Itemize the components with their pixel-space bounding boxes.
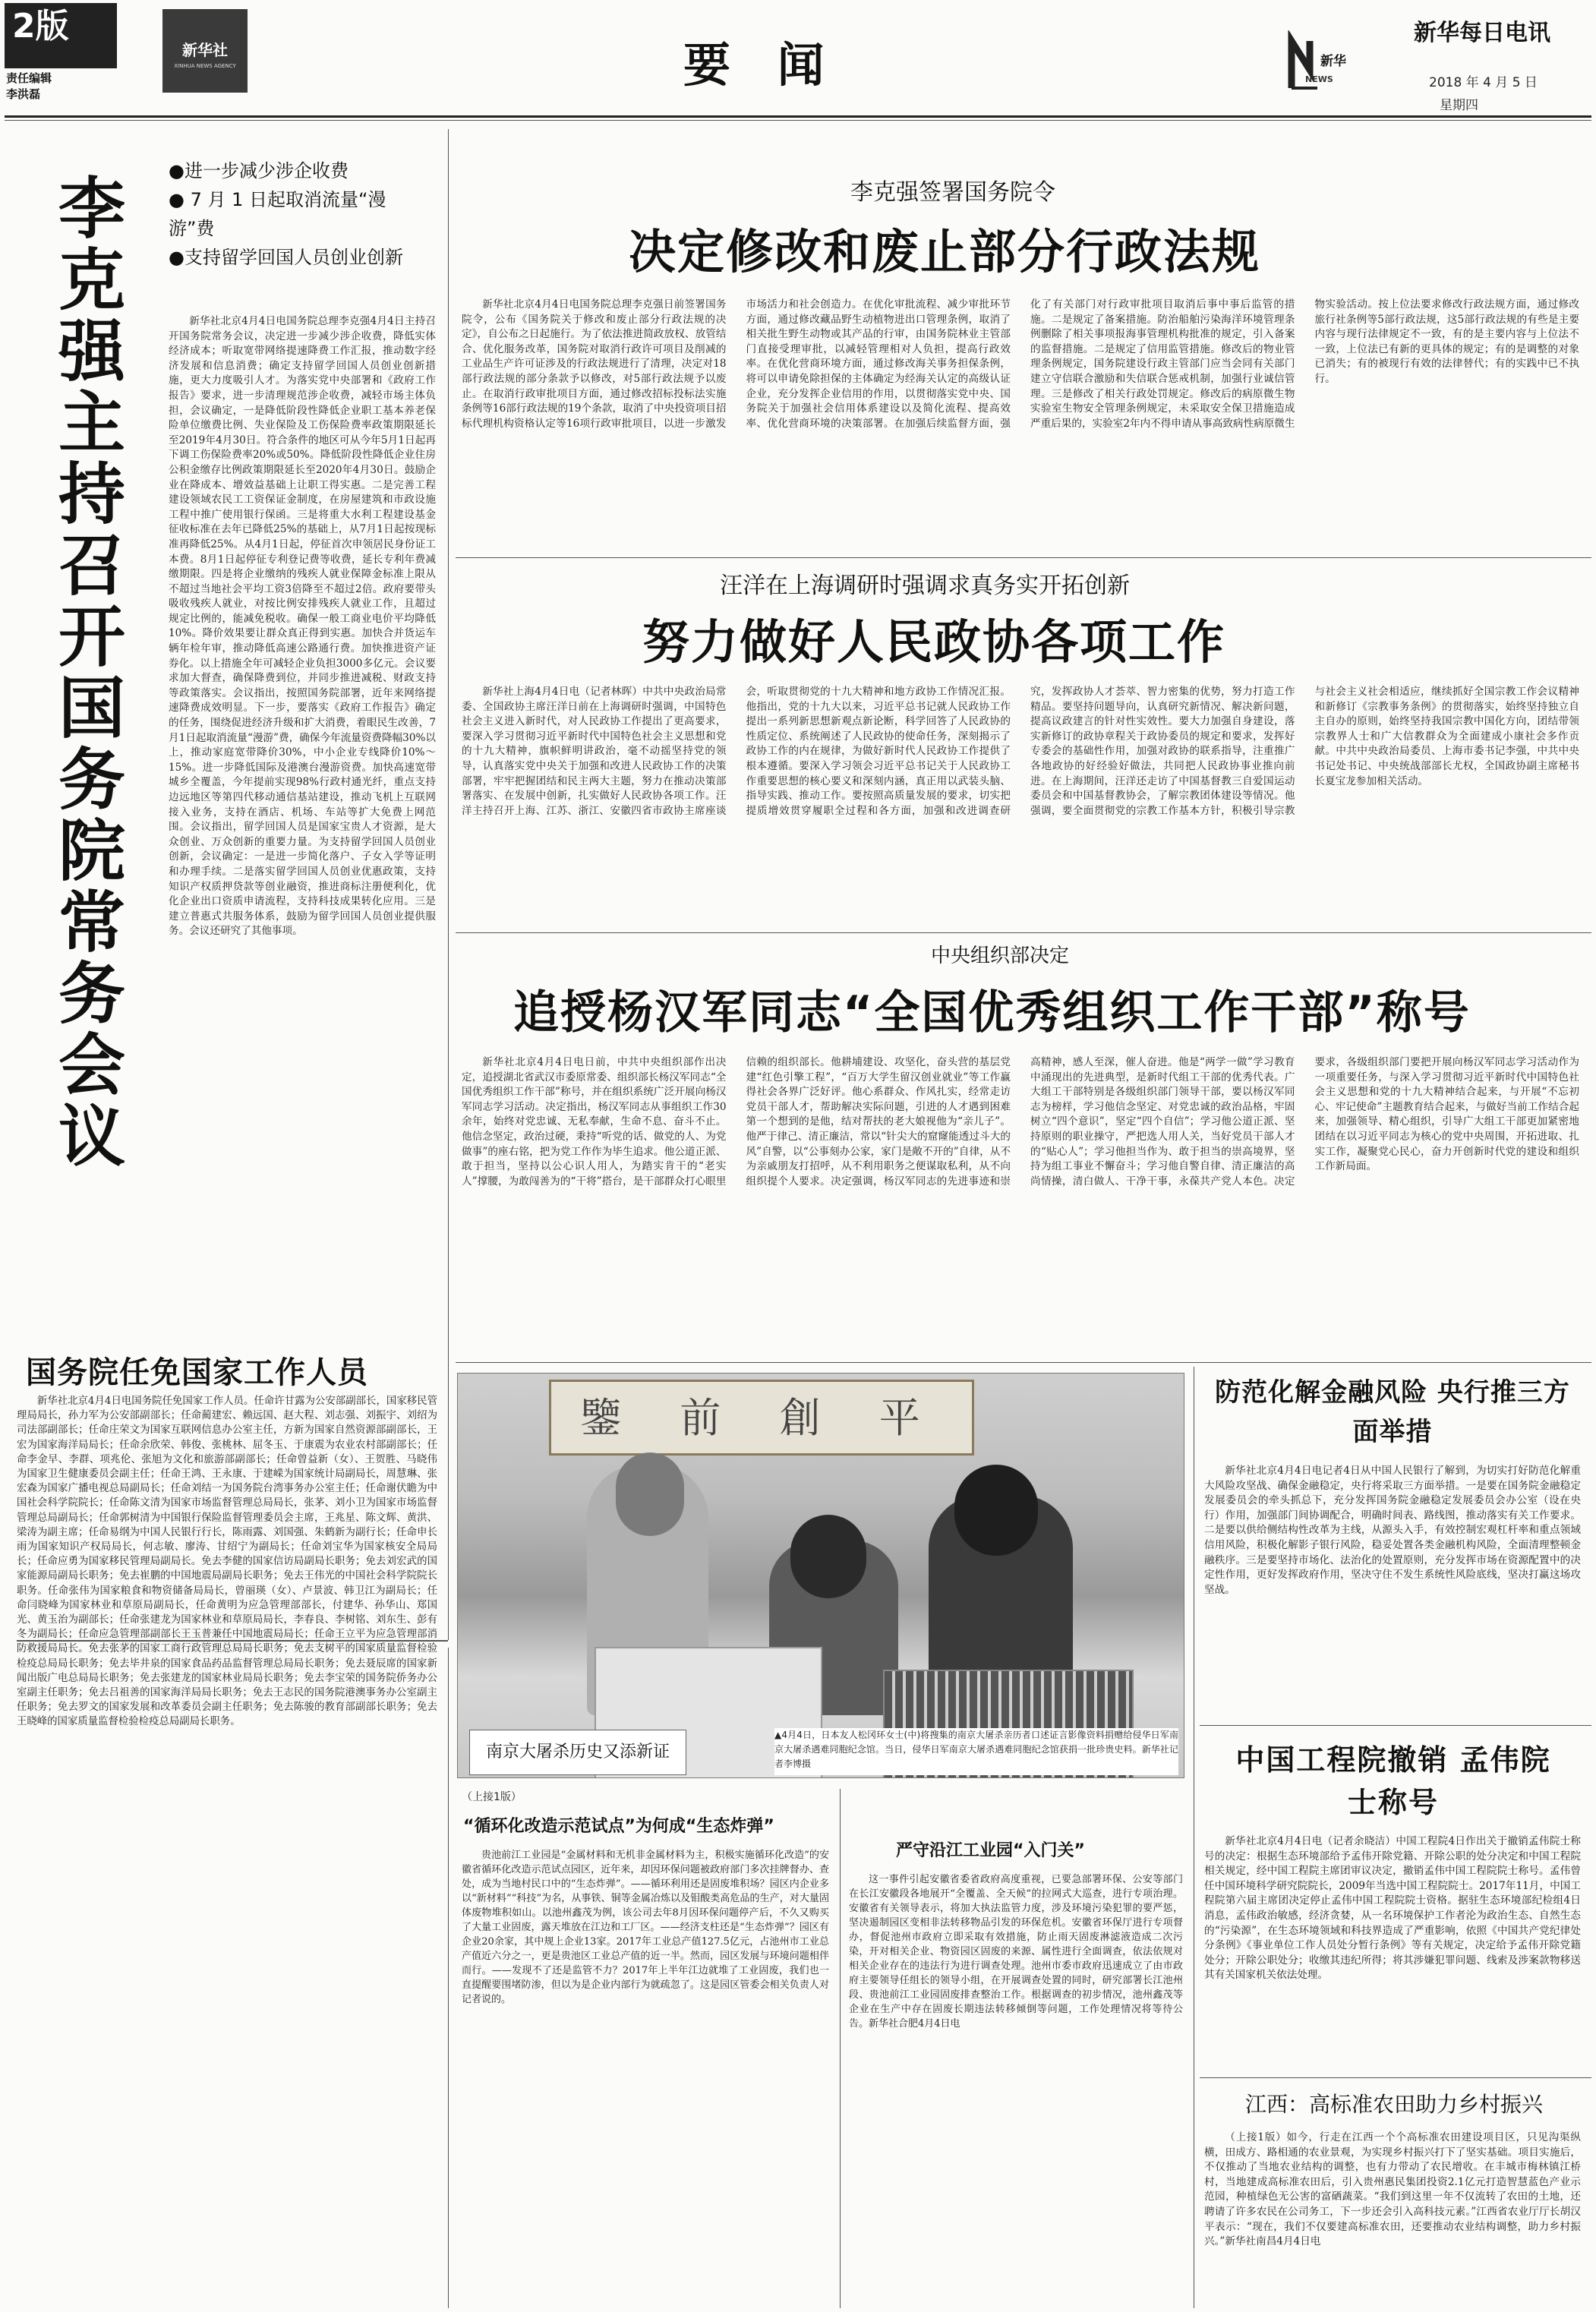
paper-name: 新华每日电讯 <box>1414 20 1550 46</box>
appoint-right-rule <box>448 1648 449 2308</box>
wang-body <box>462 685 1579 926</box>
masthead-rule-thin <box>5 120 1591 121</box>
jiangxi-body <box>1204 2131 1581 2302</box>
xinhua-logo-en: XINHUA NEWS AGENCY <box>174 63 236 69</box>
wang-bottom-rule <box>456 932 1591 933</box>
appoint-body-text: 新华社北京4月4日电国务院任免国家工作人员。任命许甘露为公安部副部长，国家移民管理局局长，孙力军为公安部副部长；任命蔺建宏、赖远国、赵大程、刘志强、刘振宇、刘绍为司法部副部长；任命庄荣文为国家互联网信息办公室主任，方新为国家自然资源部副部长，王宏为国家海洋局局长；任命余欣荣、韩俊、张桃林、屈冬玉、于康震为农业农村部副部长；任命李金早、李群、项兆伦、张旭为文化和旅游部副部长；任命曾益新（女）、王贺胜、马晓伟为国家卫生健康委员会副主任；任命王鸿、王永康、于建嵘为国家统计局副局长，周慧琳、张宏森为国家广播电视总局副局长；任命刘结一为国务院台湾事务办公室主任；任命谢伏瞻为中国社会科学院院长；任命陈文清为国家市场监督管理总局局长，张茅、刘小卫为国家市场监督管理总局副局长；任命郭树清为中国银行保险监督管理委员会主席，王兆星、陈文辉、黄洪、梁涛为副主席；任命易纲为中国人民银行行长，陈雨露、刘国强、朱鹤新为副行长；任命申长雨为国家知识产权局局长，何志敏、廖涛、甘绍宁为副局长；任命刘宝华为国家核安全局局长；任命应勇为国家移民管理局副局长。免去李健的国家信访局副局长职务；免去刘宏武的国家能源局副局长职务；免去崔鹏的中国地震局副局长职务；免去王伟光的中国社会科学院院长职务。任命张伟为国家粮食和物资储备局局长，曾丽瑛（女）、卢景波、韩卫江为副局长；任命闫晓峰为国家林业和草原局副局长，任命黄明为应急管理部部长，付建华、孙华山、郑国光、黄玉治为副部长；任命张建龙为国家林业和草原局局长，李春良、李树铭、刘东生、彭有冬为副局长；任命应急管理部副部长王玉普兼任中国地震局局长；任命王立平为应急管理部消防救援局局长。免去张茅的国家工商行政管理总局局长职务；免去支树平的国家质量监督检验检疫总局局长职务；免去毕井泉的国家食品药品监督管理总局局长职务；免去聂辰席的国家新闻出版广电总局局长职务；免去张建龙的国家林业局局长职务；免去李宝荣的国务院侨务办公室副主任职务；免去吕祖善的国家海洋局局长职务；免去王志民的国务院港澳事务办公室副主任职务；免去罗文的国家发展和改革委员会副主任职务；免去陈骏的教育部副部长职务；免去王晓峰的国家质量监督检验检疫总局副局长职务。 <box>17 1396 437 1728</box>
yang-kicker: 中央组织部决定 <box>931 945 1070 967</box>
jiangxi-headline: 江西：高标准农田助力乡村振兴 <box>1245 2092 1544 2117</box>
yang-body <box>462 1055 1579 1356</box>
decree-kicker: 李克强签署国务院令 <box>850 179 1055 206</box>
finance-body <box>1204 1464 1581 1719</box>
strict-body <box>849 1872 1183 2301</box>
cae-headline-text: 中国工程院撤销 孟伟院士称号 <box>1235 1743 1551 1819</box>
photo-person-center-head <box>790 1515 866 1598</box>
cae-headline <box>1230 1739 1557 1824</box>
cae-body-text: 新华社北京4月4日电（记者余晓洁）中国工程院4日作出关于撤销孟伟院士称号的决定：根据生态环境部给予孟伟开除党籍、开除公职的处分决定和中国工程院相关规定，经中国工程院主席团审议决定，撤销孟伟中国工程院院士称号。孟伟曾任中国环境科学研究院院长，2009年当选中国工程院院士。2017年11月，中国工程院第六届主席团决定停止孟伟中国工程院院士资格。据驻生态环境部纪检组4日消息，孟伟政治敏感，经济贪婪，从一名环境保护工作者沦为政治生态、自然生态的“污染源”，在生态环境领域和科技界造成了严重影响，依照《中国共产党纪律处分条例》《事业单位工作人员处分暂行条例》等有关规定，决定给予孟伟开除党籍处分；开除公职处分；收缴其违纪所得；将其涉嫌犯罪问题、线索及涉案款物移送其有关国家机关依法处理。 <box>1204 1835 1581 1982</box>
circular-from-label: （上接1版） <box>462 1791 522 1803</box>
photo-caption-title: 南京大屠杀历史又添新证 <box>485 1743 670 1762</box>
xinhua-logo-text: 新华社 <box>182 41 228 59</box>
photo-caption-text-box <box>774 1728 1178 1775</box>
photo-plaque <box>549 1380 974 1456</box>
lead-bullet-3: ●支持留学回国人员创业创新 <box>169 247 403 268</box>
editor-role: 责任编辑 <box>6 71 52 85</box>
issue-weekday: 星期四 <box>1440 98 1478 113</box>
wang-body-text: 新华社上海4月4日电（记者林晖）中共中央政治局常委、全国政协主席汪洋日前在上海调研时强调，中国特色社会主义进入新时代，对人民政协工作提出了更高要求，要深入学习贯彻习近平新时代中国特色社会主义思想和党的十九大精神，旗帜鲜明讲政治，毫不动摇坚持党的领导，认真落实党中央关于加强和改进人民政协工作的决策部署，牢牢把握团结和民主两大主题，努力在推动决策部署落实、在发展中创新，扎实做好人民政协各项工作。汪洋主持召开上海、江苏、浙江、安徽四省市政协主席座谈会，听取贯彻党的十九大精神和地方政协工作情况汇报。他指出，党的十九大以来，习近平总书记就人民政协工作提出一系列新思想新观点新论断，科学回答了人民政协的性质定位、系统阐述了人民政协的使命任务，深刻揭示了政协工作的内在规律，为做好新时代人民政协工作提供了根本遵循。要深入学习领会习近平总书记关于人民政协工作重要思想的核心要义和深刻内涵，真正用以武装头脑、指导实践、推动工作。要按照高质量发展的要求，切实把提质增效贯穿履职全过程和各方面，加强和改进调查研究，发挥政协人才荟萃、智力密集的优势，努力打造工作精品。要坚持问题导向，认真研究新情况、解决新问题，提高议政建言的针对性实效性。要大力加强自身建设，落实新修订的政协章程关于政协委员的规定和要求，发挥好专委会的基础性作用，加强对政协的联系指导，注重推广各地政协的好经验好做法，共同把人民政协事业推向前进。在上海期间，汪洋还走访了中国基督教三自爱国运动委员会和中国基督教协会，了解宗教团体建设等情况。他强调，要全面贯彻党的宗教工作基本方针，积极引导宗教与社会主义社会相适应，继续抓好全国宗教工作会议精神和新修订《宗教事务条例》的贯彻落实，始终坚持独立自主自办的原则，始终坚持我国宗教中国化方向，团结带领宗教界人士和广大信教群众为全面建成小康社会多作贡献。中共中央政治局委员、上海市委书记李强，中共中央书记处书记、中央统战部部长尤权，全国政协副主席秘书长夏宝龙参加相关活动。 <box>462 686 1579 817</box>
finance-bottom-rule <box>1200 1725 1591 1726</box>
cae-bottom-rule <box>1200 2077 1591 2078</box>
photo-plaque-text: 鑒 前 創 平 <box>580 1394 943 1442</box>
circular-body-text: 贵池前江工业园是“金属材料和无机非金属材料为主，积极实施循环化改造”的安徽省循环化改造示范试点园区，近年来，却因环保问题被政府部门多次挂牌督办、查处，成为当地村民口中的“生态炸弹”。——循环利用还是固废堆积场？园区内企业多以“新材料”“科技”为名，从事铁、铜等金属冶炼以及钼酸类高危品的生产，对大量固体废物堆积如山。以池州鑫茂为例，该公司去年8月因环保问题停产后，不久又购买了大量工业固废，露天堆放在江边和工厂区。——经济支柱还是“生态炸弹”？园区有企业20余家，其中规上企业13家。2017年工业总产值127.5亿元，占池州市工业总产值近六分之一，更是贵池区工业总产值的近一半。然而，园区发展与环境问题相伴而行。——发现不了还是监管不力？2017年上半年江边就堆了工业固废，我们也一直提醒要围堵防渗，但以为是企业内部行为就疏忽了。这是园区管委会相关负责人对记者说的。 <box>462 1850 829 2005</box>
lead-vertical-headline <box>49 173 140 1172</box>
circular-body <box>462 1848 829 2301</box>
lead-headline-text: 李克强主持召开国务院常务会议 <box>48 173 126 1172</box>
yang-bottom-rule <box>456 1362 1591 1363</box>
circular-mid-rule <box>840 1789 841 2308</box>
photo-person-left-head <box>616 1452 684 1536</box>
masthead-rule <box>5 115 1591 118</box>
news-logo-text: 新华 <box>1320 54 1346 69</box>
decree-body-text: 新华社北京4月4日电国务院总理李克强日前签署国务院令，公布《国务院关于修改和废止部分行政法规的决定》，自公布之日起施行。为了依法推进简政放权、放管结合、优化服务改革，国务院对取消行政许可项目及削减的工业品生产许可证涉及的行政法规进行了清理，决定对18部行政法规的部分条款予以修改，对5部行政法规予以废止。在取消行政审批项目方面，通过修改招标投标法实施条例等16部行政法规的19个条款，取消了中央投资项目招标代理机构资格认定等16项行政审批项目，以进一步激发市场活力和社会创造力。在优化审批流程、减少审批环节方面，通过修改藏品野生动植物进出口管理条例，取消了相关批生野生动物或其产品的行审，由国务院林业主管部门直接受理审批，以减轻管理相对人负担，提高行政效率。在优化营商环境方面，通过修改海关事务担保条例，将可以申请免除担保的主体确定为经海关认定的高级认证企业，充分发挥企业信用的作用，以贯彻落实党中央、国务院关于加强社会信用体系建设以及简化流程、提高效率、优化营商环境的决策部署。在加强后续监督方面，强化了有关部门对行政审批项目取消后事中事后监管的措施。二是规定了备案措施。防治船舶污染海洋环境管理条例删除了相关事项报海事管理机构批准的规定，引入备案的监督措施。二是规定了信用监管措施。修改后的物业管理条例规定，国务院建设行政主管部门应当会同有关部门建立守信联合激励和失信联合惩戒机制，加强行业诚信管理。三是修改了相关行政处罚规定。修改后的病原微生物实验室生物安全管理条例规定，未采取安全保卫措施造成严重后果的，实验室2年内不得申请从事高致病性病原微生物实验活动。按上位法要求修改行政法规方面，通过修改旅行社条例等5部行政法规，这5部行政法规的有些是主要内容与现行法律规定不一致，有的是主要内容与上位法不一致，上位法已有新的更具体的规定；有的是调整的对象已消失；有的被现行有效的法律替代；有的实践中已不执行。 <box>462 298 1579 430</box>
yang-body-text: 新华社北京4月4日电日前，中共中央组织部作出决定，追授湖北省武汉市委原常委、组织部长杨汉军同志“全国优秀组织工作干部”称号，并在组织系统广泛开展向杨汉军同志学习活动。决定指出，杨汉军同志从事组织工作30余年，始终对党忠诚、无私奉献，生命不息、奋斗不止。他信念坚定，政治过硬，秉持“听党的话、做党的人、为党做事”的座右铭，把为党工作作为毕生追求。他公道正派、敢于担当，坚持以公心识人用人，为踏实肯干的“老实人”撑腰，为敢闯善为的“干将”搭台，是干部群众打心眼里信赖的组织部长。他耕埔建设、攻坚化，奋头营的基层党建“红色引擎工程”，“百万大学生留汉创业就业”等工作赢得社会各界广泛好评。他心系群众、作风扎实，经常走访党员干部人才，帮助解决实际问题，引进的人才遇到困难第一个想到的是他，结对帮扶的老大娘视他为“亲儿子”。他严于律己、清正廉洁，常以“针尖大的窟窿能透过斗大的风”自警，以“公事刻办公家，家门是敞不开的”自律，从不为亲戚朋友打招呼，从不利用职务之便谋取私利，从不向组织提个人要求。决定强调，杨汉军同志的先进事迹和崇高精神，感人至深，催人奋进。他是“两学一做”学习教育中涌现出的先进典型，是新时代组工干部的优秀代表。广大组工干部特别是各级组织部门领导干部，要以杨汉军同志为榜样，学习他信念坚定、对党忠诚的政治品格，牢固树立“四个意识”，坚定“四个自信”；学习他公道正派、坚持原则的职业操守，严把选人用人关，当好党员干部人才的“贴心人”；学习他担当作为、敢于担当的崇高境界，坚持为组工事业不懈奋斗；学习他自警自律、清正廉洁的高尚情操，清白做人、干净干事，永葆共产党人本色。决定要求，各级组织部门要把开展向杨汉军同志学习活动作为一项重要任务，与深入学习贯彻习近平新时代中国特色社会主义思想和党的十九大精神结合起来，与开展“不忘初心、牢记使命”主题教育结合起来，与做好当前工作结合起来，加强领导、精心组织，引导广大组工干部更加紧密地团结在以习近平同志为核心的党中央周围，开拓进取、扎实工作，凝聚党心民心，奋力开创新时代党的建设和组织工作新局面。 <box>462 1056 1579 1188</box>
lead-right-rule <box>448 129 449 1640</box>
section-title: 要 闻 <box>683 37 840 93</box>
lead-bullet-2: ● 7 月 1 日起取消流量“漫游”费 <box>169 189 386 239</box>
page-number: 2版 <box>12 7 69 46</box>
wang-kicker: 汪洋在上海调研时强调求真务实开拓创新 <box>720 572 1130 599</box>
decree-bottom-rule <box>456 557 1591 558</box>
page-number-badge <box>5 3 117 68</box>
strict-body-text: 这一事件引起安徽省委省政府高度重视，已要急部署环保、公安等部门在长江安徽段各地展开“全覆盖、全天候”的拉网式大巡查，进行专项治理。安徽省有关领导表示，将加大执法监管力度，涉及环境污染犯罪的要严惩，坚决遏制园区变相非法转移物品引发的环保危机。安徽省环保厅进行专项督办，督促池州市政府立即采取有效措施，防止雨天固废淋滤液造成二次污染，开对相关企业、物资园区固废的来源、属性进行全面调查，依法依规对相关企业存在的违法行为进行调查处理。池州市委市政府迅速成立了由市政府主要领导任组长的领导小组，在开展调查处置的同时，研究部署长江池州段、贵池前江工业园固废排查整治工作。根据调查的初步情况，池州鑫茂等企业在生产中存在固废长期违法转移倾倒等问题，工作处理情况将等待公告。新华社合肥4月4日电 <box>849 1874 1183 2030</box>
lead-bullets <box>169 156 427 272</box>
editor-name: 李洪磊 <box>6 87 41 101</box>
finance-headline-text: 防范化解金融风险 央行推三方面举措 <box>1215 1377 1570 1447</box>
decree-body <box>462 298 1579 550</box>
strict-headline: 严守沿江工业园“入门关” <box>896 1841 1085 1860</box>
xinhua-logo <box>162 9 248 93</box>
photo-caption-title-box <box>469 1730 686 1775</box>
wang-headline: 努力做好人民政协各项工作 <box>642 614 1226 670</box>
jiangxi-body-text: （上接1版）如今，行走在江西一个个高标准农田建设项目区，只见沟渠纵横，田成方、路相通的农业景观，为实现乡村振兴打下了坚实基础。项目实施后，不仅推动了当地农业结构的调整，也有力带动了农民增收。在丰城市梅林镇江桥村，当地建成高标准农田后，引入贵州惠民集团投资2.1亿元打造智慧蓝色产业示范园，种植绿色无公害的富硒蔬菜。“我们到这里一年不仅流转了农田的土地，还聘请了许多农民在公司务工，下一步还会引入高科技元素。”江西省农业厅厅长胡汉平表示：“现在，我们不仅要建高标准农田，还要推动农业结构调整，助力乡村振兴。”新华社南昌4月4日电 <box>1204 2131 1581 2248</box>
cae-body <box>1204 1834 1581 2073</box>
finance-headline <box>1204 1373 1581 1452</box>
issue-date: 2018 年 4 月 5 日 <box>1429 75 1538 90</box>
decree-headline: 决定修改和废止部分行政法规 <box>629 224 1261 279</box>
news-photo <box>457 1373 1184 1778</box>
news-logo <box>1287 30 1357 96</box>
lead-bullet-1: ●进一步减少涉企收费 <box>169 160 349 181</box>
yang-headline: 追授杨汉军同志“全国优秀组织工作干部”称号 <box>513 986 1471 1039</box>
circular-headline: “循环化改造示范试点”为何成“生态炸弹” <box>463 1817 774 1836</box>
appoint-headline: 国务院任免国家工作人员 <box>26 1355 368 1390</box>
photo-person-right-head <box>954 1465 1038 1556</box>
lead-body-text: 新华社北京4月4日电国务院总理李克强4月4日主持召开国务院常务会议，决定进一步减少涉企收费，降低实体经济成本；听取宽带网络提速降费工作汇报，推动数字经济发展和信息消费；确定支持留学回国人员创业创新措施，更大力度吸引人才。为落实党中央部署和《政府工作报告》要求，进一步清理规范涉企收费，减轻市场主体负担，会议确定，一是降低阶段性降低企业职工基本养老保险单位缴费比例、失业保险及工伤保险费率政策期限延长至2019年4月30日。符合条件的地区可从今年5月1日起再下调工伤保险费率20%或50%。降低阶段性降低企业住房公积金缴存比例政策期限延长至2020年4月30日。鼓励企业在降成本、增效益基础上让职工得实惠。二是完善工程建设领域农民工工资保证金制度，在房屋建筑和市政设施工程中推广使用银行保函。三是将重大水利工程建设基金征收标准在去年已降低25%的基础上，从7月1日起按现标准再降低25%。从4月1日起，停征首次申领居民身份证工本费。8月1日起停征专利登记费等收费，延长专利年费减缴期限。四是将企业缴纳的残疾人就业保障金标准上限从不超过当地社会平均工资3倍降至不超过2倍。政府要带头吸收残疾人就业，对按比例安排残疾人就业工作，且超过规定比例的，能减免税收。确保一般工商业电价平均降低10%。降价效果要让群众真正得到实惠。加快合并货运车辆年检年审，推动降低高速公路通行费。加快推进资产证券化。以上措施全年可减轻企业负担3000多亿元。会议要求加大督查，确保降费到位，并同步推进减税、财政支持等政策落实。会议指出，按照国务院部署，近年来网络提速降费成效明显。下一步，要落实《政府工作报告》确定的任务，围绕促进经济升级和扩大消费，着眼民生改善，7月1日起取消流量“漫游”费，确保今年流量资费降幅30%以上，推动家庭宽带降价30%，中小企业专线降价10%～15%。进一步降低国际及港澳台漫游资费。加快高速宽带城乡全覆盖，今年提前实现98%行政村通光纤，重点支持边远地区等第四代移动通信基站建设，推动飞机上互联网接入业务，支持在酒店、机场、车站等扩大免费上网范围。会议指出，留学回国人员是国家宝贵人才资源，是大众创业、万众创新的重要力量。为支持留学回国人员创业创新，会议确定：一是进一步简化落户、子女入学等证明和办理手续。二是落实留学回国人员创业优惠政策，支持知识产权质押贷款等创业融资，推进商标注册便利化，优化企业出口资质申请流程，支持科技成果转化应用。三是建立普惠式共服务体系，鼓励为留学回国人员创业提供服务。会议还研究了其他事项。 <box>169 315 436 938</box>
appoint-body <box>17 1394 437 2302</box>
photo-caption-text: ▲4月4日，日本友人松冈环女士(中)将搜集的南京大屠杀亲历者口述证言影像资料捐赠给侵华日军南京大屠杀遇难同胞纪念馆。当日，侵华日军南京大屠杀遇难同胞纪念馆获捐一批珍贵史料。新华社记者李博摄 <box>774 1730 1178 1769</box>
news-logo-sub: NEWS <box>1305 74 1333 84</box>
finance-body-text: 新华社北京4月4日电记者4日从中国人民银行了解到，为切实打好防范化解重大风险攻坚战、确保金融稳定，央行将采取三方面举措。一是要在国务院金融稳定发展委员会的牵头抓总下，充分发挥国务院金融稳定发展委员会办公室（设在央行）作用，加强部门间协调配合，明确时间表、路线图，推动落实有关工作要求。二是要以供给侧结构性改革为主线，从源头入手，有效控制宏观杠杆率和重点领域信用风险，积极化解影子银行风险，稳妥处置各类金融机构风险，全面清理整顿金融秩序。三是要坚持市场化、法治化的处置原则，充分发挥市场在资源配置中的决定性作用，更好发挥政府作用，坚决守住不发生系统性风险底线，坚决打赢这场攻坚战。 <box>1204 1465 1581 1596</box>
